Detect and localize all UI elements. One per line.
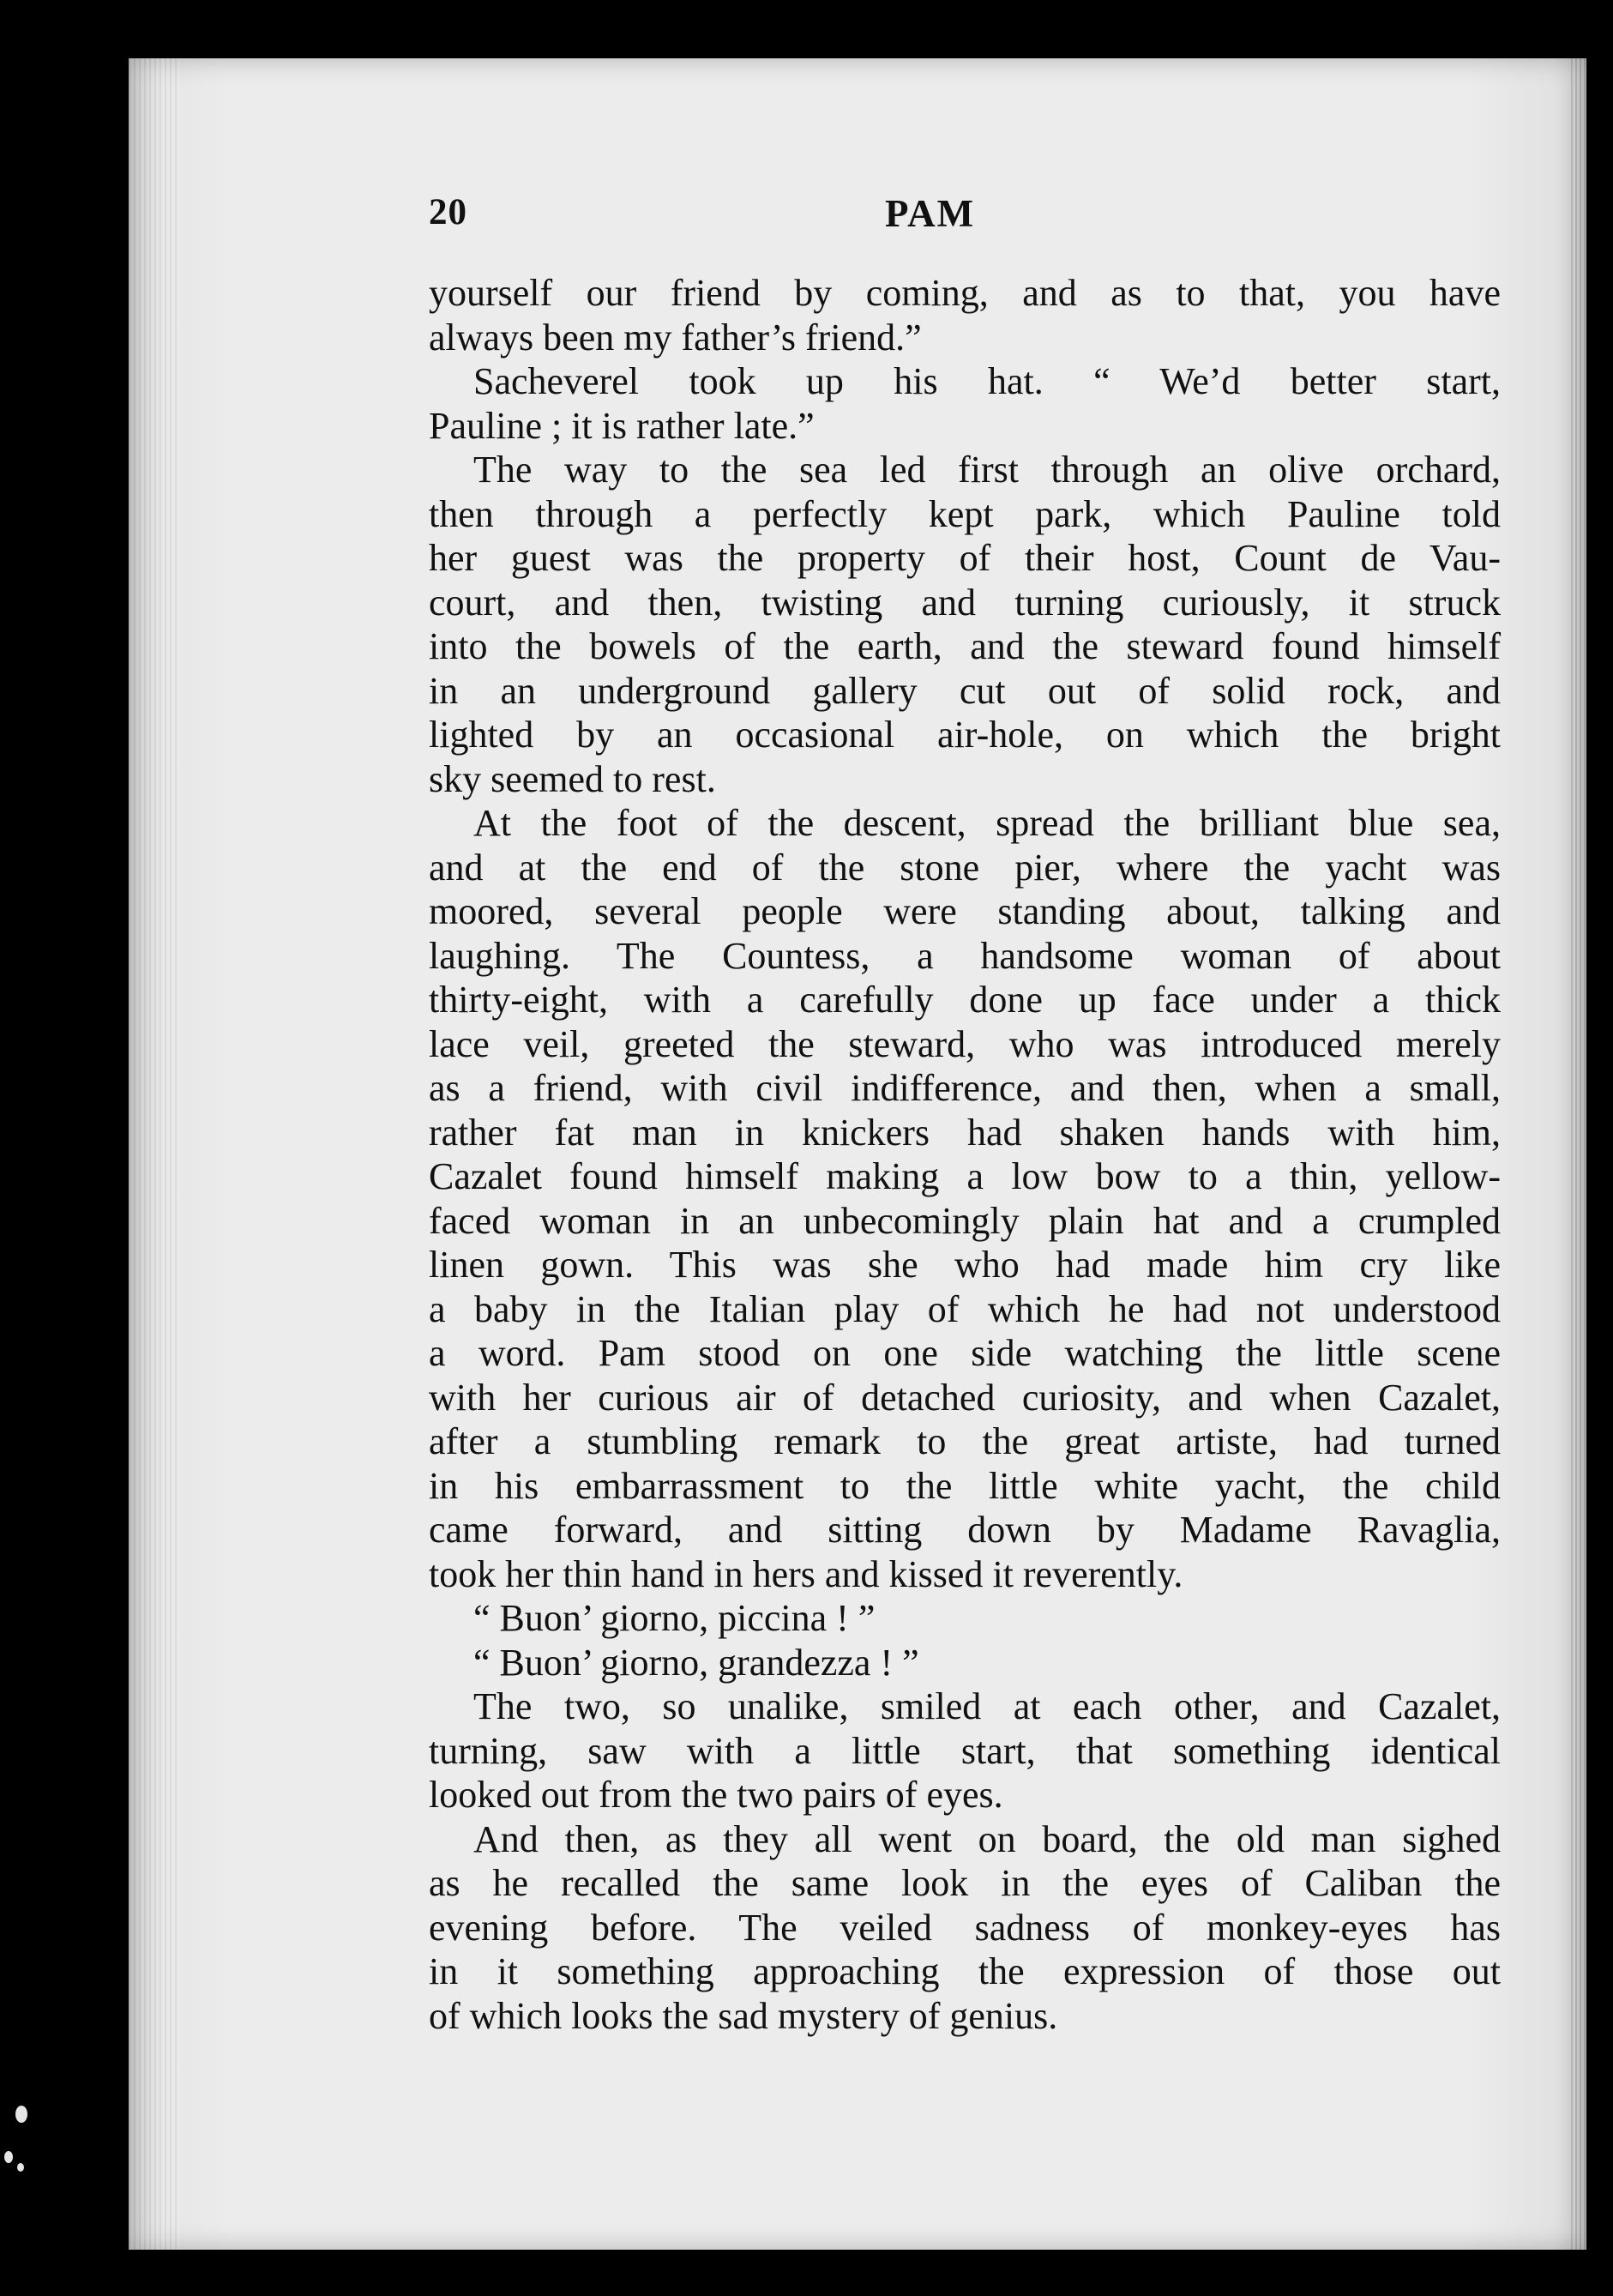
text-line: always been my father’s friend.”	[429, 316, 922, 359]
text-line: into the bowels of the earth, and the steward found himself	[429, 625, 1501, 667]
text-line: Cazalet found himself making a low bow to a thin, yellow-	[429, 1155, 1501, 1197]
text-line: At the foot of the descent, spread the brilliant blue sea,	[473, 802, 1501, 844]
text-line: And then, as they all went on board, the old man sighed	[473, 1817, 1501, 1860]
text-line: evening before. The veiled sadness of monkey-eyes has	[429, 1906, 1501, 1949]
text-line: moored, several people were standing about, talking and	[429, 890, 1501, 932]
text-line: in it something approaching the expression of those out	[429, 1950, 1501, 1992]
page-binding-edge	[129, 58, 180, 2250]
text-line: thirty-eight, with a carefully done up face under a thick	[429, 979, 1501, 1021]
running-head	[429, 191, 1501, 243]
scan-speck	[4, 2151, 13, 2163]
scan-speck	[17, 2163, 24, 2172]
text-line: The two, so unalike, smiled at each other, and Cazalet,	[473, 1685, 1501, 1727]
text-line: took her thin hand in hers and kissed it reverently.	[429, 1552, 1183, 1595]
text-line: Pauline ; it is rather late.”	[429, 404, 815, 447]
text-line: turning, saw with a little start, that something identical	[429, 1729, 1501, 1772]
running-title: PAM	[885, 192, 976, 235]
text-line: court, and then, twisting and turning curiously, it struck	[429, 581, 1501, 624]
text-line: a word. Pam stood on one side watching the little scene	[429, 1332, 1501, 1374]
page-fore-edge	[1571, 58, 1586, 2250]
text-line: lace veil, greeted the steward, who was introduced merely	[429, 1022, 1501, 1065]
text-line: a baby in the Italian play of which he had not understood	[429, 1287, 1501, 1330]
text-line: yourself our friend by coming, and as to that, you have	[429, 272, 1501, 314]
text-line: laughing. The Countess, a handsome woman of about	[429, 934, 1501, 977]
body-text	[429, 271, 1501, 2038]
text-line: “ Buon’ giorno, piccina ! ”	[473, 1597, 876, 1639]
text-line: and at the end of the stone pier, where the yacht was	[429, 846, 1501, 889]
text-line: The way to the sea led first through an olive orchard,	[473, 449, 1501, 491]
text-line: faced woman in an unbecomingly plain hat and a crumpled	[429, 1199, 1501, 1242]
text-line: of which looks the sad mystery of genius.	[429, 1994, 1058, 2037]
text-line: in an underground gallery cut out of solid rock, and	[429, 669, 1501, 712]
text-line: then through a perfectly kept park, which Pauline told	[429, 492, 1501, 535]
scan-speck	[15, 2106, 27, 2123]
text-line: came forward, and sitting down by Madame Ravaglia,	[429, 1509, 1501, 1551]
text-line: “ Buon’ giorno, grandezza ! ”	[473, 1641, 919, 1684]
text-line: linen gown. This was she who had made him cry like	[429, 1244, 1501, 1286]
text-line: with her curious air of detached curiosity, and when Cazalet,	[429, 1376, 1501, 1419]
text-line: after a stumbling remark to the great artiste, had turned	[429, 1420, 1501, 1462]
text-line: in his embarrassment to the little white yacht, the child	[429, 1464, 1501, 1507]
text-line: her guest was the property of their host, Count de Vau-	[429, 537, 1501, 579]
text-line: lighted by an occasional air-hole, on which the bright	[429, 714, 1501, 756]
text-line: as he recalled the same look in the eyes of Caliban the	[429, 1862, 1501, 1904]
page-number: 20	[429, 192, 467, 232]
text-line: sky seemed to rest.	[429, 757, 716, 800]
text-line: rather fat man in knickers had shaken hands with him,	[429, 1111, 1501, 1154]
text-line: as a friend, with civil indifference, and then, when a small,	[429, 1067, 1501, 1109]
text-line: Sacheverel took up his hat. “ We’d better start,	[473, 360, 1501, 402]
text-line: looked out from the two pairs of eyes.	[429, 1774, 1003, 1816]
